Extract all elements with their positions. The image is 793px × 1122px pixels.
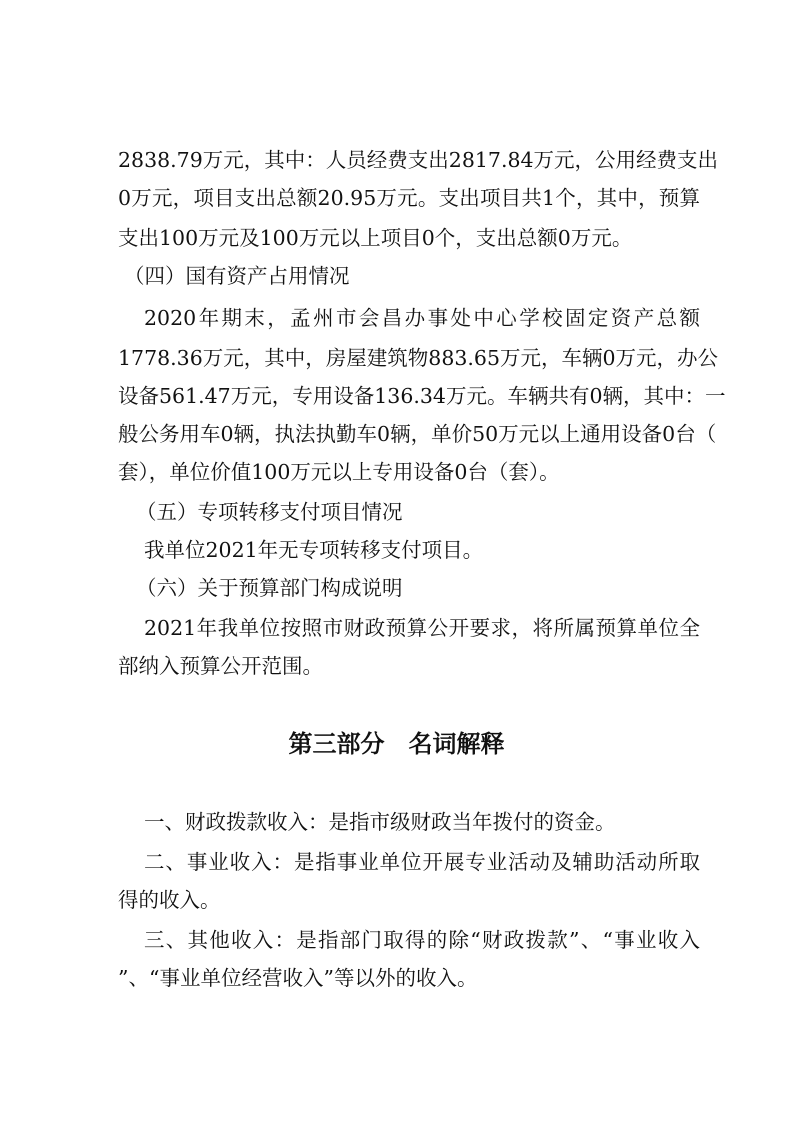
section-heading-4: （四）国有资产占用情况: [124, 264, 350, 288]
glossary-item-2-cont: 得的收入。: [118, 888, 221, 912]
paragraph-line: 2020年期末，孟州市会昌办事处中心学校固定资产总额: [144, 306, 700, 330]
paragraph-line: 支出100万元及100万元以上项目0个，支出总额0万元。: [118, 226, 633, 250]
paragraph-line: 2021年我单位按照市财政预算公开要求，将所属预算单位全: [144, 616, 700, 640]
paragraph-line: 1778.36万元，其中，房屋建筑物883.65万元，车辆0万元，办公: [118, 346, 719, 370]
paragraph-line: 我单位2021年无专项转移支付项目。: [144, 538, 484, 562]
section-heading-5: （五）专项转移支付项目情况: [136, 500, 403, 524]
paragraph-line: 部纳入预算公开范围。: [118, 654, 323, 678]
glossary-item-1: 一、财政拨款收入：是指市级财政当年拨付的资金。: [144, 810, 616, 834]
paragraph-line: 套），单位价值100万元以上专用设备0台（套）。: [118, 460, 560, 484]
section-heading-6: （六）关于预算部门构成说明: [136, 576, 403, 600]
paragraph-line: 设备561.47万元，专用设备136.34万元。车辆共有0辆，其中：一: [118, 384, 726, 408]
part-three-title: 第三部分 名词解释: [288, 730, 505, 758]
paragraph-line: 般公务用车0辆，执法执勤车0辆，单价50万元以上通用设备0台（: [118, 422, 717, 446]
glossary-item-2: 二、事业收入：是指事业单位开展专业活动及辅助活动所取: [144, 850, 700, 874]
paragraph-line: 2838.79万元，其中：人员经费支出2817.84万元，公用经费支出: [118, 148, 719, 172]
glossary-item-3-cont: ”、“事业单位经营收入”等以外的收入。: [118, 966, 478, 990]
glossary-item-3: 三、其他收入：是指部门取得的除“财政拨款”、“事业收入: [144, 928, 700, 952]
paragraph-line: 0万元，项目支出总额20.95万元。支出项目共1个，其中，预算: [118, 186, 700, 210]
